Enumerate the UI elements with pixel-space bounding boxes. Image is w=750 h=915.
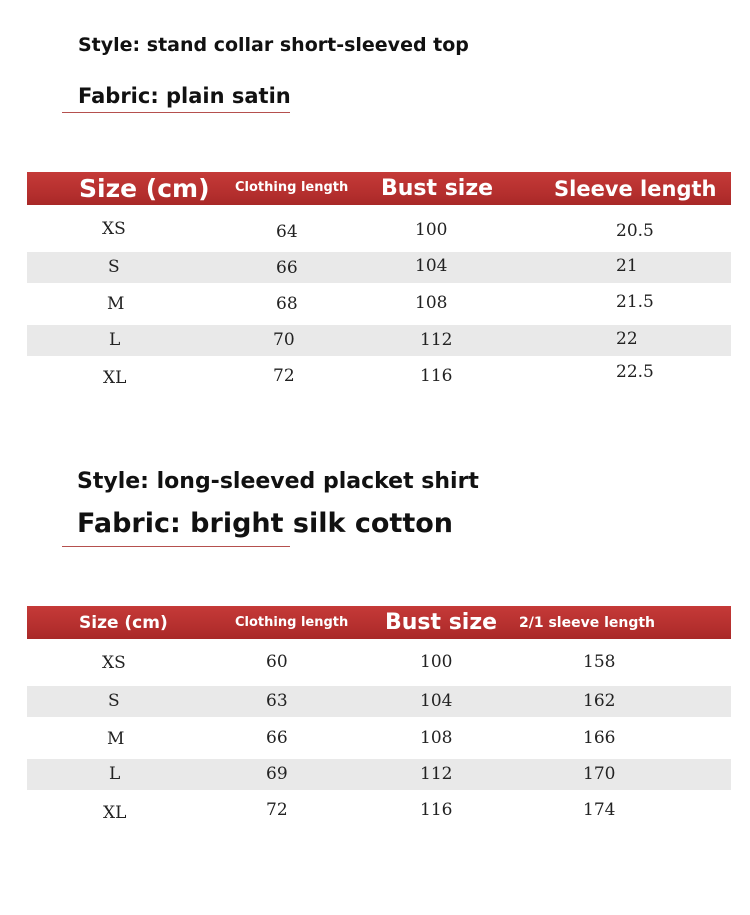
clothing-length-cell: 72 xyxy=(266,800,288,820)
sleeve-length-cell: 21 xyxy=(616,256,638,276)
size-cell: M xyxy=(107,729,125,749)
table-row xyxy=(27,648,731,679)
bust-size-cell: 116 xyxy=(420,366,453,386)
style-line: Style: stand collar short-sleeved top xyxy=(78,34,469,56)
table-row xyxy=(27,759,731,790)
table-row xyxy=(27,723,731,754)
table-row xyxy=(27,325,731,356)
bust-size-cell: 112 xyxy=(420,330,453,350)
table-row xyxy=(27,686,731,717)
clothing-length-cell: 64 xyxy=(276,222,298,242)
fabric-line: Fabric: plain satin xyxy=(78,84,291,108)
table-row xyxy=(27,289,731,320)
sleeve-length-cell: 22 xyxy=(616,329,638,349)
clothing-length-cell: 66 xyxy=(276,258,298,278)
size-cell: XS xyxy=(102,653,126,673)
size-cell: S xyxy=(108,257,120,277)
size-cell: M xyxy=(107,294,125,314)
header-sleeve-length: 2/1 sleeve length xyxy=(519,615,656,631)
clothing-length-cell: 63 xyxy=(266,691,288,711)
size-cell: XS xyxy=(102,219,126,239)
clothing-length-cell: 72 xyxy=(273,366,295,386)
bust-size-cell: 100 xyxy=(420,652,453,672)
sleeve-length-cell: 166 xyxy=(583,728,616,748)
header-clothing-length: Clothing length xyxy=(235,180,349,195)
clothing-length-cell: 70 xyxy=(273,330,295,350)
bust-size-cell: 100 xyxy=(415,220,448,240)
header-size: Size (cm) xyxy=(79,174,210,203)
size-cell: XL xyxy=(103,368,127,388)
sleeve-length-cell: 170 xyxy=(583,764,616,784)
size-cell: L xyxy=(109,764,121,784)
table-row xyxy=(27,362,731,393)
clothing-length-cell: 68 xyxy=(276,294,298,314)
bust-size-cell: 108 xyxy=(415,293,448,313)
clothing-length-cell: 60 xyxy=(266,652,288,672)
size-cell: L xyxy=(109,330,121,350)
header-clothing-length: Clothing length xyxy=(235,615,349,630)
size-cell: S xyxy=(108,691,120,711)
sleeve-length-cell: 21.5 xyxy=(616,292,654,312)
header-bust-size: Bust size xyxy=(381,176,494,201)
bust-size-cell: 116 xyxy=(420,800,453,820)
sleeve-length-cell: 162 xyxy=(583,691,616,711)
sleeve-length-cell: 158 xyxy=(583,652,616,672)
style-line: Style: long-sleeved placket shirt xyxy=(77,469,479,494)
header-bust-size: Bust size xyxy=(385,610,498,635)
fabric-line: Fabric: bright silk cotton xyxy=(77,508,454,539)
table-header xyxy=(27,172,731,205)
clothing-length-cell: 69 xyxy=(266,764,288,784)
sleeve-length-cell: 174 xyxy=(583,800,616,820)
table-row xyxy=(27,252,731,283)
bust-size-cell: 104 xyxy=(415,256,448,276)
bust-size-cell: 108 xyxy=(420,728,453,748)
header-size: Size (cm) xyxy=(79,613,168,633)
fabric-underline xyxy=(62,112,290,113)
sleeve-length-cell: 20.5 xyxy=(616,221,654,241)
table-row xyxy=(27,214,731,245)
bust-size-cell: 112 xyxy=(420,764,453,784)
table-row xyxy=(27,796,731,827)
sleeve-length-cell: 22.5 xyxy=(616,362,654,382)
bust-size-cell: 104 xyxy=(420,691,453,711)
header-sleeve-length: Sleeve length xyxy=(554,177,717,201)
fabric-underline xyxy=(62,546,290,547)
size-cell: XL xyxy=(103,803,127,823)
table-header xyxy=(27,606,731,639)
clothing-length-cell: 66 xyxy=(266,728,288,748)
